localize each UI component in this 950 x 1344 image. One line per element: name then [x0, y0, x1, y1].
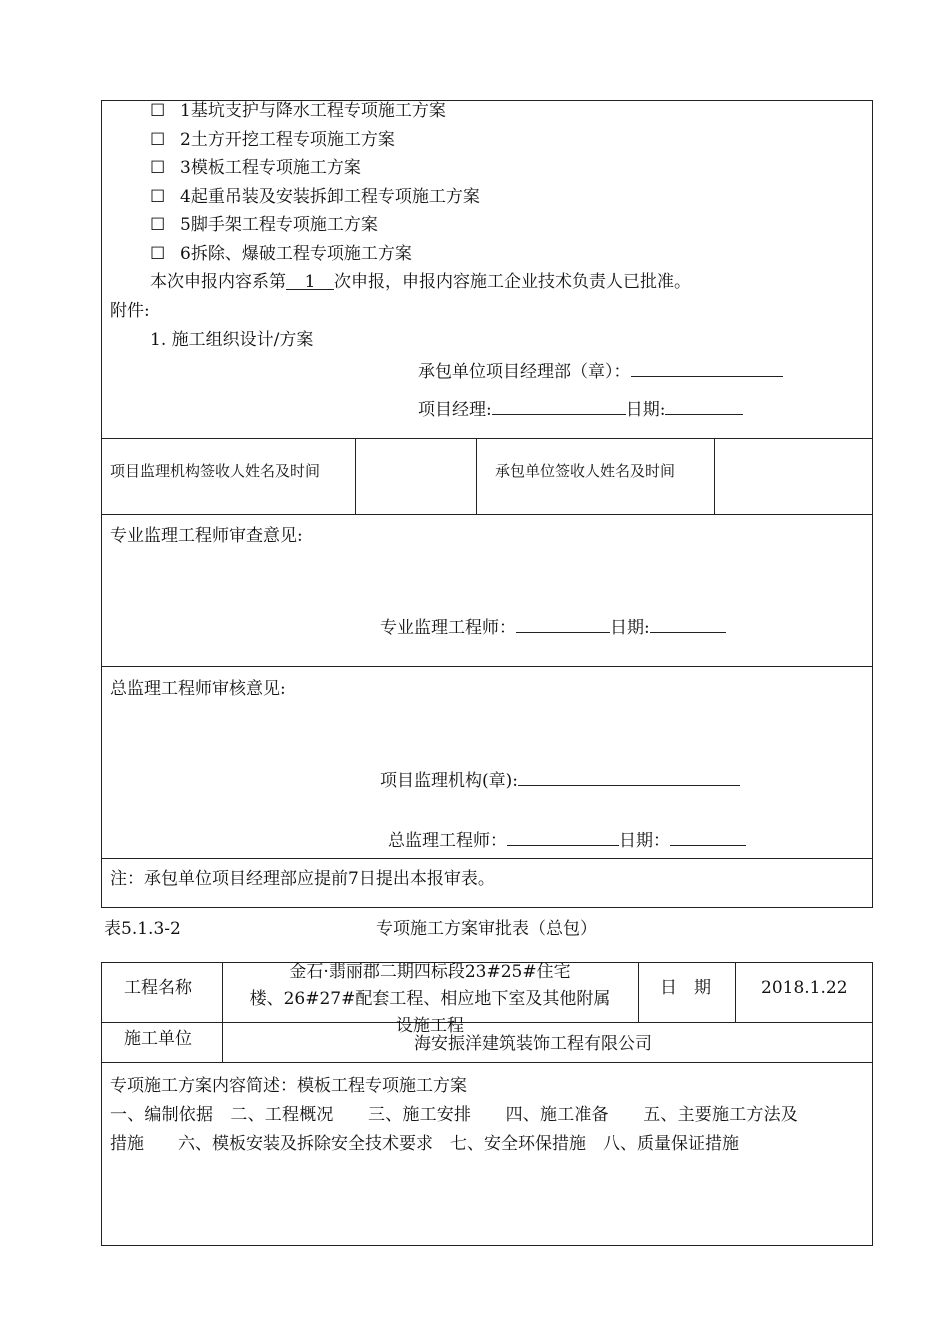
divider — [101, 438, 873, 439]
note: 注：承包单位项目经理部应提前7日提出本报审表。 — [110, 869, 495, 889]
attachment-label: 附件: — [110, 301, 150, 321]
date-label: 日期： — [619, 831, 670, 851]
summary-line: 措施 六、模板安装及拆除安全技术要求 七、安全环保措施 八、质量保证措施 — [110, 1134, 739, 1154]
checkbox[interactable]: ☐ — [150, 215, 166, 235]
chief-engineer-label: 总监理工程师： — [388, 831, 507, 851]
engineer-line — [380, 614, 726, 639]
date-field[interactable] — [665, 396, 743, 415]
divider — [735, 962, 736, 1022]
summary-label: 专项施工方案内容简述：模板工程专项施工方案 — [110, 1076, 467, 1096]
date-label: 日期: — [610, 618, 650, 638]
checkbox[interactable]: ☐ — [150, 244, 166, 264]
engineer-review-label: 专业监理工程师审查意见: — [110, 526, 303, 546]
engineer-label: 专业监理工程师： — [380, 618, 516, 638]
contractor-dept-label: 承包单位项目经理部（章）： — [418, 362, 631, 382]
project-manager-label: 项目经理: — [418, 400, 492, 420]
divider — [638, 962, 639, 1022]
divider — [101, 666, 873, 667]
checklist-item — [150, 186, 480, 208]
contractor-value: 海安振洋建筑装饰工程有限公司 — [414, 1034, 652, 1054]
chief-engineer-field[interactable] — [507, 827, 619, 846]
date-value: 2018.1.22 — [761, 978, 848, 998]
divider — [101, 858, 873, 859]
project-name-line: 楼、26#27#配套工程、相应地下室及其他附属 — [249, 989, 611, 1009]
checkbox[interactable]: ☐ — [150, 101, 166, 121]
contractor-dept-line — [418, 358, 783, 383]
summary-line: 一、编制依据 二、工程概况 三、施工安排 四、施工准备 五、主要施工方法及 — [110, 1105, 798, 1125]
table-number: 表5.1.3-2 — [104, 919, 181, 939]
divider — [355, 438, 356, 514]
contractor-sign-field[interactable] — [716, 440, 871, 512]
supervision-org-line — [380, 767, 740, 792]
submission-suffix: 次申报，申报内容施工企业技术负责人已批准。 — [334, 272, 691, 292]
project-manager-field[interactable] — [492, 396, 626, 415]
project-manager-line — [418, 396, 743, 421]
chief-review-label: 总监理工程师审核意见: — [110, 679, 286, 699]
project-name-line: 金石·翡丽郡二期四标段23#25#住宅 — [289, 962, 571, 982]
checklist-label: 1基坑支护与降水工程专项施工方案 — [180, 101, 446, 121]
checklist-label: 6拆除、爆破工程专项施工方案 — [180, 244, 412, 264]
divider — [101, 1062, 873, 1063]
project-name-line: 设施工程 — [396, 1016, 464, 1036]
table-title: 专项施工方案审批表（总包） — [376, 919, 597, 939]
date-field[interactable] — [670, 827, 746, 846]
divider — [101, 514, 873, 515]
project-name-cell — [224, 962, 636, 1036]
checklist-label: 4起重吊装及安装拆卸工程专项施工方案 — [180, 187, 480, 207]
checkbox[interactable]: ☐ — [150, 158, 166, 178]
engineer-field[interactable] — [516, 614, 610, 633]
checklist-item — [150, 129, 395, 151]
project-name-label: 工程名称 — [124, 978, 192, 998]
contractor-dept-field[interactable] — [631, 358, 783, 377]
divider — [222, 962, 223, 1062]
submission-prefix: 本次申报内容系第 — [150, 272, 286, 292]
checkbox[interactable]: ☐ — [150, 187, 166, 207]
supervision-org-field[interactable] — [518, 767, 740, 786]
divider — [476, 438, 477, 514]
supervision-org-label: 项目监理机构(章): — [380, 771, 518, 791]
date-label: 日期: — [625, 400, 666, 420]
checklist-item — [150, 100, 446, 122]
checklist-label: 5脚手架工程专项施工方案 — [180, 215, 378, 235]
supervision-sign-label: 项目监理机构签收人姓名及时间 — [110, 462, 321, 480]
chief-engineer-line — [388, 827, 746, 852]
checklist-label: 2土方开挖工程专项施工方案 — [180, 130, 395, 150]
date-label: 日 期 — [660, 978, 711, 998]
contractor-sign-label: 承包单位签收人姓名及时间 — [495, 462, 676, 480]
checklist-item — [150, 214, 378, 236]
contractor-label: 施工单位 — [124, 1029, 192, 1049]
submission-line — [150, 271, 691, 293]
checklist-item — [150, 243, 412, 265]
supervision-sign-field[interactable] — [357, 440, 475, 512]
attachment-item: 1. 施工组织设计/方案 — [150, 330, 314, 350]
checkbox[interactable]: ☐ — [150, 130, 166, 150]
divider — [714, 438, 715, 514]
checklist-label: 3模板工程专项施工方案 — [180, 158, 361, 178]
checklist-item — [150, 157, 361, 179]
date-field[interactable] — [650, 614, 726, 633]
submission-count[interactable]: 1 — [286, 271, 334, 290]
